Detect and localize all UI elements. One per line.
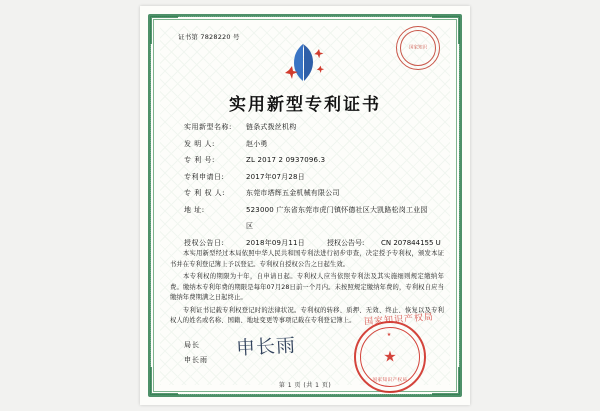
field-row-grant-announcement [184, 238, 444, 248]
cnipa-logo-icon [279, 40, 331, 86]
seal-agency-name: 国家知识产权局 [372, 378, 408, 383]
body-paragraph-3: 专利证书记载专利权登记时的法律状况。专利权的转移、质押、无效、终止、恢复以及专利权人的姓名或名称、国籍、地址变更等事项记载在专利登记簿上。 [170, 306, 444, 324]
field-value: 523000 广东省东莞市虎门镇怀德社区大凯路松岗工业园 [246, 205, 428, 214]
field-row-patent-number [184, 155, 444, 165]
certificate-number: 证书第 7828220 号 [178, 33, 240, 41]
field-label: 专利申请日: [184, 172, 225, 181]
seal-star-icon: ★ [386, 332, 394, 338]
field-row-application-date [184, 172, 444, 182]
field-label: 实用新型名称: [184, 123, 232, 131]
field-label: 专 利 权 人: [184, 189, 226, 197]
director-name-label: 申长雨 [184, 356, 208, 364]
field-label-grant-number: 授权公告号: [327, 238, 365, 247]
page-title: 实用新型专利证书 [229, 95, 381, 115]
field-label: 发 明 人: [184, 139, 215, 148]
body-paragraph-2: 本专利权的期限为十年，自申请日起。专利权人应当依照专利法及其实施细则规定缴纳年费。缴纳本专利年费的期限是每年07月28日前一个月内。未按照规定缴纳年费的，专利权自应当缴纳年费期满之日起终止。 [170, 273, 444, 301]
seal-center-star-icon: ★ [383, 347, 397, 366]
field-value: 链条式拨丝机构 [246, 123, 297, 131]
field-value: 东莞市塔辉五金机械有限公司 [246, 189, 340, 197]
field-row-address [184, 205, 444, 215]
field-row-inventor [184, 139, 444, 149]
field-row-utility-model-name [184, 122, 444, 132]
seal-overlay-text: 国家知识产权局 [363, 312, 435, 328]
director-handwritten-signature: 申长雨 [235, 334, 297, 360]
director-title-label: 局长 [184, 341, 200, 349]
field-label: 专 利 号: [184, 156, 215, 164]
page-footer: 第 1 页 (共 1 页) [278, 382, 332, 389]
patent-certificate-page [140, 6, 470, 405]
field-value: ZL 2017 2 0937096.3 [246, 156, 326, 164]
field-value: 赵小勇 [246, 139, 268, 148]
body-paragraph-1: 本实用新型经过本局依照中华人民共和国专利法进行初步审查，决定授予专利权，颁发本证书并在专利登记簿上予以登记。专利权自授权公告之日起生效。 [170, 250, 444, 268]
top-right-round-seal [396, 26, 440, 70]
field-row-address-continued [184, 221, 444, 231]
field-value: 区 [246, 222, 254, 230]
certificate-fields [184, 122, 444, 254]
corner-ornament-top-left [150, 16, 178, 44]
field-row-patentee [184, 188, 444, 198]
seal-text-line1: 国家知识 [409, 45, 427, 51]
field-value-grant-date: 2018年09月11日 [246, 238, 305, 247]
field-label-grant-date: 授权公告日: [184, 238, 225, 247]
field-value-grant-number: CN 207844155 U [381, 238, 441, 247]
field-label: 地 址: [184, 205, 205, 214]
field-value: 2017年07月28日 [246, 172, 305, 181]
